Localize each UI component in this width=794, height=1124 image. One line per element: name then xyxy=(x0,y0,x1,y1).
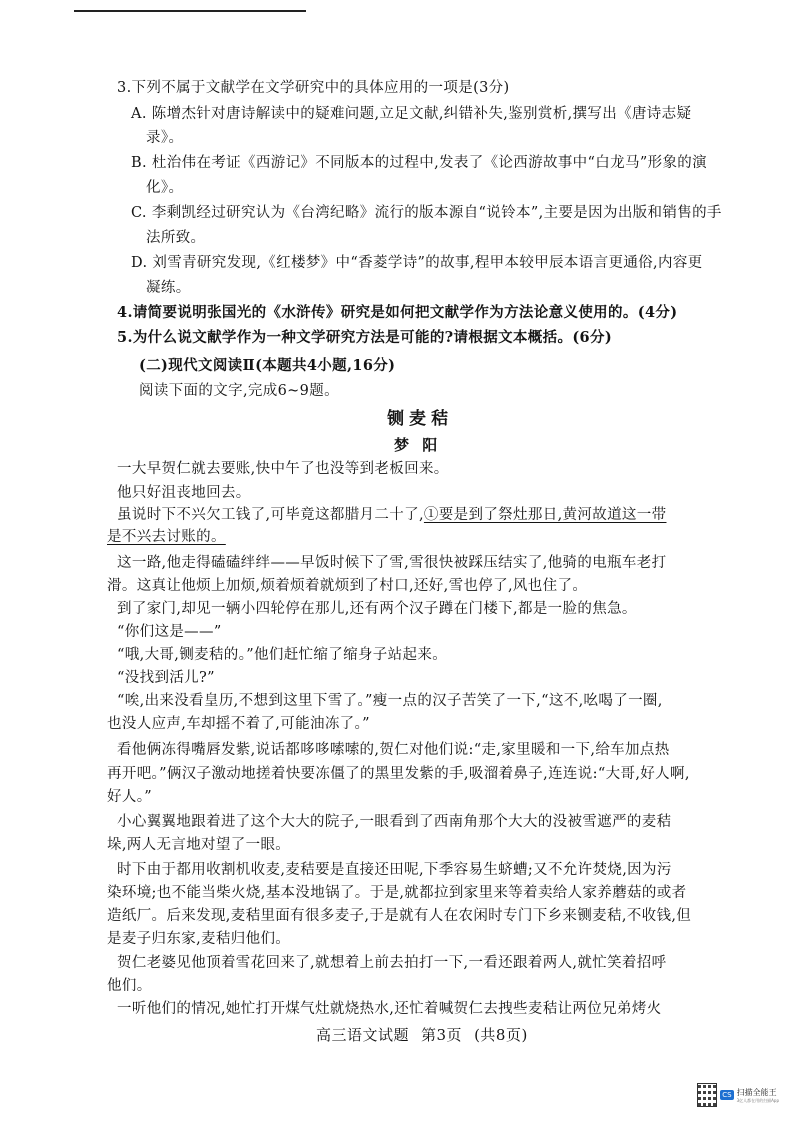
section-heading: (二)现代文阅读Ⅱ(本题共4小题,16分) xyxy=(139,357,396,374)
story-line: “你们这是——” xyxy=(117,624,222,640)
q3-option-a-cont: 录》。 xyxy=(146,130,184,146)
q3-option-b-cont: 化》。 xyxy=(146,180,184,196)
footer-page-number: 第3页 xyxy=(421,1026,463,1044)
q3-option-d-cont: 凝练。 xyxy=(146,280,191,296)
camscanner-logo-icon: CS xyxy=(722,1091,732,1099)
story-line: 也没人应声,车却摇不着了,可能油冻了。” xyxy=(107,716,370,732)
story-title: 铡麦秸 xyxy=(387,409,453,429)
section-instruction: 阅读下面的文字,完成6~9题。 xyxy=(139,383,339,399)
story-line xyxy=(117,505,666,525)
q3-stem: 3.下列不属于文献学在文学研究中的具体应用的一项是(3分) xyxy=(117,80,510,96)
story-line: 造纸厂。后来发现,麦秸里面有很多麦子,于是就有人在农闲时专门下乡来铡麦秸,不收钱,但 xyxy=(107,908,692,924)
story-line: 染环境;也不能当柴火烧,基本没地锅了。于是,就都拉到家里来等着卖给人家养蘑菇的或者 xyxy=(107,885,687,901)
page-footer xyxy=(316,1024,540,1045)
story-line: 他们。 xyxy=(107,978,152,994)
scanner-tagline: 3亿人都在用的扫描App xyxy=(736,1097,779,1103)
story-author: 梦 阳 xyxy=(394,436,442,454)
story-line: 小心翼翼地跟着进了这个大大的院子,一眼看到了西南角那个大大的没被雪遮严的麦秸 xyxy=(117,814,672,830)
story-line: 垛,两人无言地对望了一眼。 xyxy=(107,837,291,853)
story-line: “唉,出来没看皇历,不想到这里下雪了。”瘦一点的汉子苦笑了一下,“这不,吆喝了一圈, xyxy=(117,693,663,709)
q5: 5.为什么说文献学作为一种文学研究方法是可能的?请根据文本概括。(6分) xyxy=(117,329,613,346)
qr-code-icon xyxy=(697,1083,717,1107)
story-line: 到了家门,却见一辆小四轮停在那儿,还有两个汉子蹲在门楼下,都是一脸的焦急。 xyxy=(117,601,637,617)
footer-exam-title: 高三语文试题 xyxy=(316,1026,410,1044)
story-line-part: 虽说时下不兴欠工钱了,可毕竟这都腊月二十了, xyxy=(117,507,424,523)
story-line: 再开吧。”俩汉子激动地搓着快要冻僵了的黑里发紫的手,吸溜着鼻子,连连说:“大哥,好人啊, xyxy=(107,766,690,782)
story-line: 贺仁老婆见他顶着雪花回来了,就想着上前去拍打一下,一看还跟着两人,就忙笑着招呼 xyxy=(117,955,667,971)
story-line: 他只好沮丧地回去。 xyxy=(117,485,251,501)
q3-option-d: D. 刘雪青研究发现,《红楼梦》中“香菱学诗”的故事,程甲本较甲辰本语言更通俗,内容更 xyxy=(131,255,703,271)
story-line: “哦,大哥,铡麦秸的。”他们赶忙缩了缩身子站起来。 xyxy=(117,647,448,663)
scanner-app-name: 扫描全能王 xyxy=(736,1087,777,1097)
q3-option-c-cont: 法所致。 xyxy=(146,230,206,246)
q3-option-c: C. 李剩凯经过研究认为《台湾纪略》流行的版本源自“说铃本”,主要是因为出版和销售的手 xyxy=(131,205,722,221)
story-line: “没找到活儿?” xyxy=(117,670,215,686)
story-line: 一大早贺仁就去要账,快中午了也没等到老板回来。 xyxy=(117,461,449,477)
footer-total-pages: (共8页) xyxy=(474,1026,528,1044)
story-line: 是麦子归东家,麦秸归他们。 xyxy=(107,931,291,947)
story-line: 滑。这真让他烦上加烦,烦着烦着就烦到了村口,还好,雪也停了,风也住了。 xyxy=(107,578,588,594)
top-rule xyxy=(74,10,306,12)
q4: 4.请简要说明张国光的《水浒传》研究是如何把文献学作为方法论意义使用的。(4分) xyxy=(117,304,678,321)
story-line: 这一路,他走得磕磕绊绊——早饭时候下了雪,雪很快被踩压结实了,他骑的电瓶车老打 xyxy=(117,555,667,571)
scanner-watermark xyxy=(697,1081,779,1109)
story-line: 一听他们的情况,她忙打开煤气灶就烧热水,还忙着喊贺仁去拽些麦秸让两位兄弟烤火 xyxy=(117,1001,662,1017)
story-line: 好人。” xyxy=(107,789,153,805)
q3-option-b: B. 杜治伟在考证《西游记》不同版本的过程中,发表了《论西游故事中“白龙马”形象的演 xyxy=(131,155,708,171)
story-line: 时下由于都用收割机收麦,麦秸要是直接还田呢,下季容易生蛴螬;又不允许焚烧,因为污 xyxy=(117,862,672,878)
underlined-sentence-1: ①要是到了祭灶那日,黄河故道这一带 xyxy=(423,507,667,523)
q3-option-a: A. 陈增杰针对唐诗解读中的疑难问题,立足文献,纠错补失,鉴别赏析,撰写出《唐诗志疑 xyxy=(131,106,692,122)
underlined-sentence-1-cont: 是不兴去讨账的。 xyxy=(107,529,226,545)
story-line: 看他俩冻得嘴唇发紫,说话都哆哆嗦嗦的,贺仁对他们说:“走,家里暖和一下,给车加点热 xyxy=(117,742,670,758)
